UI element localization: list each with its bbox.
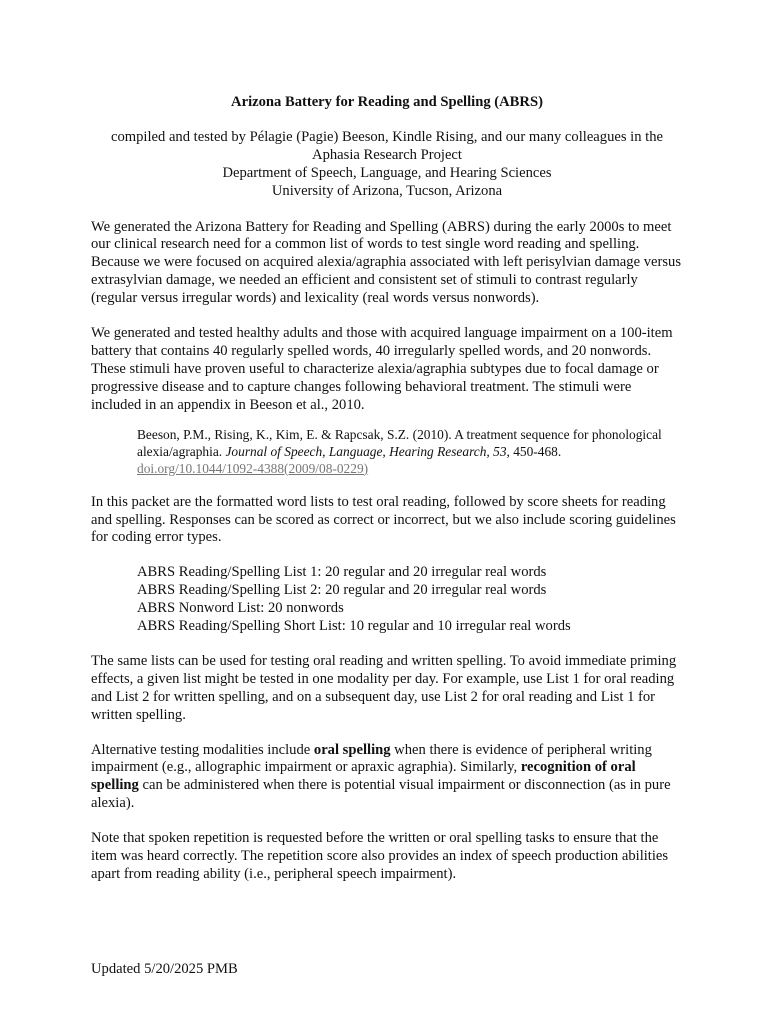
recognition-oral-spelling-term: recognition of oral spelling xyxy=(91,759,636,794)
alternative-modalities-paragraph xyxy=(91,742,683,814)
credits-line-department: Department of Speech, Language, and Hearing Sciences xyxy=(222,164,552,181)
modalities-text-2: when there is evidence of peripheral writing impairment (e.g., allographic impairment or apraxic agraphia). Similarly, xyxy=(91,741,652,776)
citation-journal: Journal of Speech, Language, Hearing Research, 53 xyxy=(225,443,507,459)
intro-paragraph: We generated the Arizona Battery for Reading and Spelling (ABRS) during the early 2000s to meet our clinical research need for a common list of words to test single word reading and spelling. Because we were focused on acquired alexia/agraphia associated with left perisylvian damage versus extrasylvian damage, we needed an efficient and consistent set of stimuli to contrast regularly (regular versus irregular words) and lexicality (real words versus nonwords). xyxy=(91,218,681,307)
document-title: Arizona Battery for Reading and Spelling (ABRS) xyxy=(231,94,543,110)
list-item: ABRS Nonword List: 20 nonwords xyxy=(137,600,344,617)
repetition-note-paragraph: Note that spoken repetition is requested before the written or oral spelling tasks to ensure that the item was heard correctly. The repetition score also provides an index of speech production abilities apart from reading ability (i.e., peripheral speech impairment). xyxy=(91,830,669,882)
word-lists xyxy=(137,564,683,636)
credits-line-university: University of Arizona, Tucson, Arizona xyxy=(271,182,503,199)
list-item: ABRS Reading/Spelling Short List: 10 regular and 10 irregular real words xyxy=(137,618,571,635)
document-page xyxy=(91,94,683,901)
battery-paragraph: We generated and tested healthy adults and those with acquired language impairment on a 100-item battery that contains 40 regularly spelled words, 40 irregularly spelled words, and 20 nonwords. These stimuli have proven useful to characterize alexia/agraphia subtypes due to focal damage or progressive disease and to capture changes following behavioral treatment. The stimuli were included in an appendix in Beeson et al., 2010. xyxy=(91,325,673,413)
footer-updated: Updated 5/20/2025 PMB xyxy=(91,961,238,977)
citation-authors: Beeson, P.M., Rising, K., Kim, E. & Rapcsak, S.Z. (2010). A treatment sequence for phonological alexia/agraphia. xyxy=(137,426,662,459)
modalities-text-3: can be administered when there is potential visual impairment or disconnection (as in pure alexia). xyxy=(91,777,671,812)
citation-doi-link[interactable]: doi.org/10.1044/1092-4388(2009/08-0229) xyxy=(137,460,369,476)
list-item: ABRS Reading/Spelling List 2: 20 regular and 20 irregular real words xyxy=(137,582,547,599)
credits-line-authors: compiled and tested by Pélagie (Pagie) Beeson, Kindle Rising, and our many colleagues in the Aphasia Research Project xyxy=(111,128,663,163)
oral-spelling-term: oral spelling xyxy=(313,741,391,758)
modalities-text-1: Alternative testing modalities include xyxy=(91,741,314,758)
list-item: ABRS Reading/Spelling List 1: 20 regular and 20 irregular real words xyxy=(137,564,547,581)
citation-reference xyxy=(137,426,683,477)
citation-pages: , 450-468. xyxy=(506,443,562,459)
credits-block xyxy=(91,129,683,201)
packet-paragraph: In this packet are the formatted word lists to test oral reading, followed by score sheets for reading and spelling. Responses can be scored as correct or incorrect, but we also include scoring guidelines for coding error types. xyxy=(91,493,676,546)
testing-lists-paragraph: The same lists can be used for testing oral reading and written spelling. To avoid immediate priming effects, a given list might be tested in one modality per day. For example, use List 1 for oral reading and List 2 for written spelling, and on a subsequent day, use List 2 for oral reading and List 1 for written spelling. xyxy=(91,652,677,723)
